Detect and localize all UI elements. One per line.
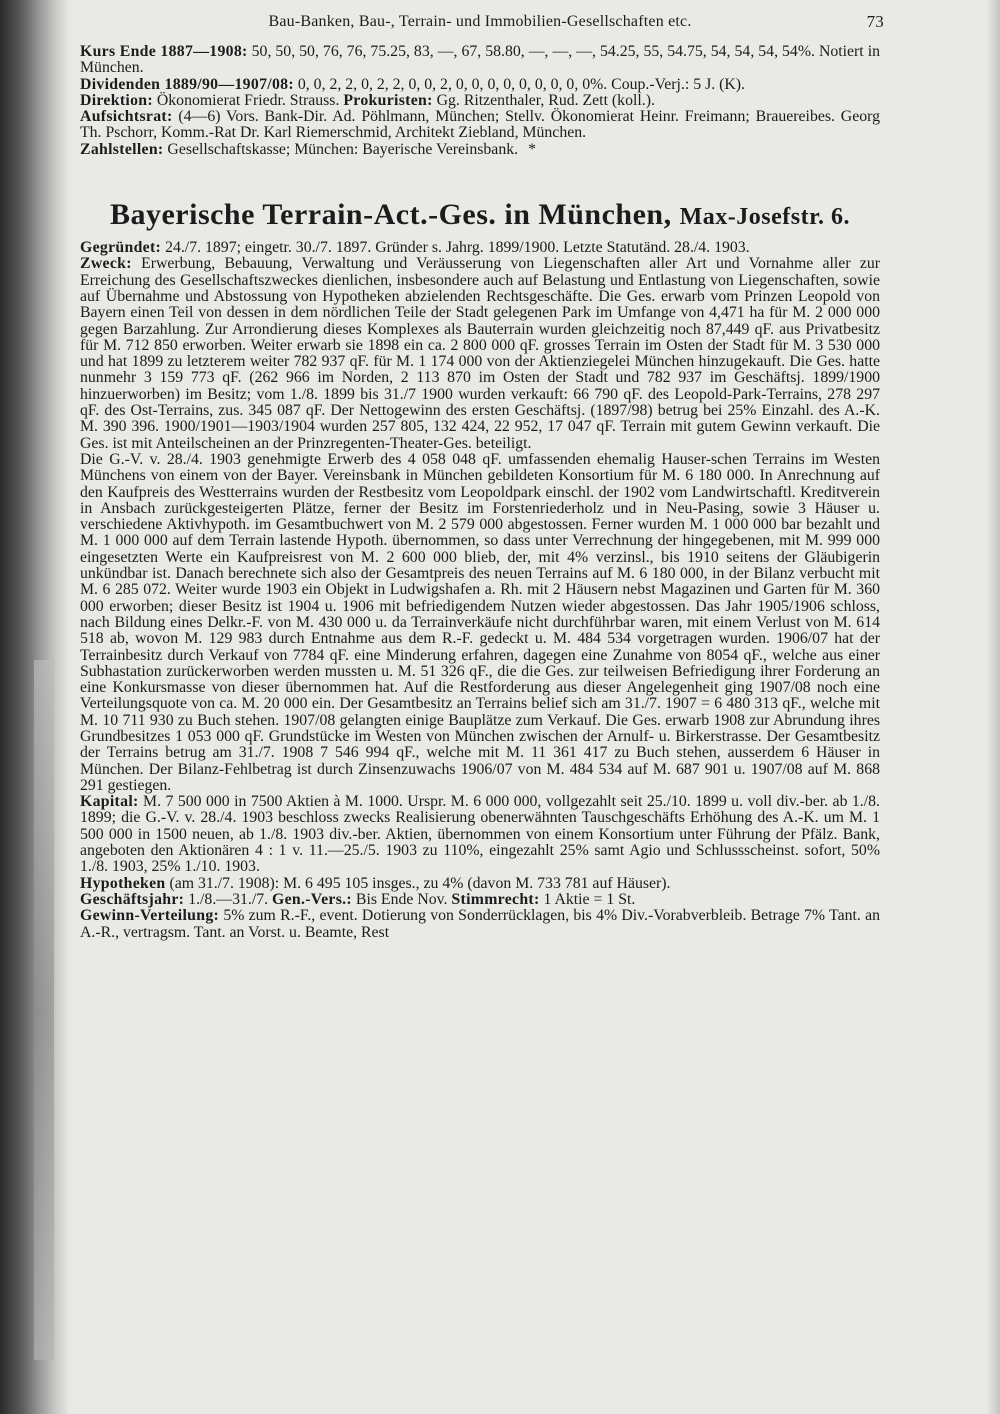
genvers-text: Bis Ende Nov. xyxy=(355,890,448,908)
gegruendet-paragraph xyxy=(80,240,880,256)
aufsichtsrat-paragraph xyxy=(80,109,880,142)
kurs-label: Kurs Ende 1887—1908: xyxy=(80,43,248,60)
page-number: 73 xyxy=(866,12,884,31)
zweck-label: Zweck: xyxy=(80,255,132,273)
stimmrecht-text: 1 Aktie = 1 St. xyxy=(543,890,636,908)
direktion-paragraph xyxy=(80,93,880,109)
history-paragraph xyxy=(80,452,880,794)
kurs-paragraph xyxy=(80,44,880,77)
hypotheken-paragraph xyxy=(80,876,880,892)
entry-end-star: * xyxy=(528,140,536,158)
dividenden-paragraph xyxy=(80,77,880,93)
gewinn-paragraph xyxy=(80,908,880,941)
company-address: Max-Josefstr. 6. xyxy=(679,204,851,231)
document-page xyxy=(80,12,884,941)
geschaeftsjahr-paragraph xyxy=(80,892,880,908)
direktion-text: Ökonomierat Friedr. Strauss. xyxy=(156,91,340,109)
gegruendet-text: 24./7. 1897; eingetr. 30./7. 1897. Gründer s. Jahrg. 1899/1900. Letzte Statutänd. 28./4. 1903. xyxy=(165,239,750,257)
zahlstellen-text: Gesellschaftskasse; München: Bayerische Vereinsbank. xyxy=(167,140,519,158)
zweck-text: Erwerbung, Bebauung, Verwaltung und Veräusserung von Liegenschaften aller Art und Vornahme aller zur Erreichung des Gesellschaftszweckes dienlichen, insbesondere auch auf Belastung und Entlastung von Liegenschaften, sowie auf Übernahme und Abstossung von Hypotheken abzielenden Rechtsgeschäfte. Die Ges. erwarb vom Prinzen Leopold von Bayern einen Teil von dessen in dem nördlichen Teile der Stadt gelegenen Park im Umfange von 4,471 ha für M. 2 000 000 gegen Barzahlung. Zur Arrondierung dieses Komplexes als Bauterrain wurden gleichzeitig noch 87,449 qF. aus Privatbesitz für M. 712 850 erworben. Weiter erwarb sie 1898 ein ca. 2 800 000 qF. grosses Terrain im Osten der Stadt für M. 3 530 000 und hat 1899 zu letzterem weiter 782 937 qF. für M. 1 174 000 von der Aktienziegelei München hinzugekauft. Die Ges. hatte nunmehr 3 159 773 qF. (262 966 im Norden, 2 113 870 im Osten der Stadt und 782 937 im Geschäftsj. 1899/1900 hinzuerworben) im Besitz; vom 1./8. 1899 bis 31./7 1900 wurden verkauft: 66 790 qF. des Leopold-Park-Terrains, 278 297 qF. des Ost-Terrains, zus. 345 087 qF. Der Nettogewinn des ersten Geschäftsj. (1897/98) betrug bei 25% Einzahl. des A.-K. M. 390 396. 1900/1901—1903/1904 wurden 257 805, 132 424, 22 952, 17 047 qF. Terrain mit gutem Gewinn verkauft. Die Ges. ist mit Anteilscheinen an der Prinzregenten-Theater-Ges. beteiligt. xyxy=(80,255,881,452)
hypotheken-text: (am 31./7. 1908): M. 6 495 105 insges., zu 4% (davon M. 733 781 auf Häuser). xyxy=(169,874,671,892)
prokuristen-label: Prokuristen: xyxy=(343,91,433,109)
aufsichtsrat-text: (4—6) Vors. Bank-Dir. Ad. Pöhlmann, München; Stellv. Ökonomierat Heinr. Freimann; Brauereibes. Georg Th. Pschorr, Komm.-Rat Dr. Karl Riemerschmid, Architekt Ziebland, München. xyxy=(80,108,880,142)
gewinn-label: Gewinn-Verteilung: xyxy=(80,907,220,925)
geschaeftsjahr-text: 1./8.—31./7. xyxy=(188,890,269,908)
geschaeftsjahr-label: Geschäftsjahr: xyxy=(80,890,185,908)
zweck-paragraph xyxy=(80,256,880,452)
running-title: Bau-Banken, Bau-, Terrain- und Immobilien-Gesellschaften etc. xyxy=(268,13,692,30)
gegruendet-label: Gegründet: xyxy=(80,239,162,257)
running-header xyxy=(80,12,884,44)
main-entry xyxy=(80,240,880,941)
entry-title xyxy=(80,198,880,234)
kapital-label: Kapital: xyxy=(80,793,139,811)
kapital-paragraph xyxy=(80,794,880,875)
kurs-text: 50, 50, 50, 76, 76, 75.25, 83, —, 67, 58.80, —, —, —, 54.25, 55, 54.75, 54, 54, 54, 54%. Notiert in München. xyxy=(80,43,880,77)
scan-gutter-right xyxy=(986,0,1000,1414)
history-text: Die G.-V. v. 28./4. 1903 genehmigte Erwerb des 4 058 048 qF. umfassenden ehemalig Hauser-schen Terrains im Westen Münchens von einem von der Bayer. Vereinsbank in München gebildeten Konsortium für M. 6 180 000. In Anrechnung auf den Kaufpreis des Westterrains wurden der Restbesitz vom Leopoldpark einschl. der 1902 vom Landwirtschaftl. Kreditverein in Ansbach zurückgesteigerten Plätze, ferner der Besitz im Forstenriederholz und in Neu-Pasing, sowie 3 Häuser u. verschiedene Aktivhypoth. im Gesamtbuchwert von M. 2 579 000 abgestossen. Ferner wurden M. 1 000 000 bar bezahlt und M. 1 000 000 auf dem Terrain lastende Hypoth. übernommen, so dass unter Verrechnung der hingegebenen, mit M. 999 000 eingesetzten Werte ein Kaufpreisrest von M. 2 600 000 blieb, der, mit 4% verzinsl., bis 1910 seitens der Gläubigerin unkündbar ist. Danach berechnete sich also der Gesamtpreis des neuen Terrains auf M. 6 180 000, in der Bilanz verbucht mit M. 6 285 072. Weiter wurde 1903 ein Objekt in Ludwigshafen a. Rh. mit 2 Häusern nebst Magazinen und Garten für M. 360 000 erworben; dieser Besitz ist 1904 u. 1906 mit befriedigendem Nutzen wieder abgestossen. Das Jahr 1905/1906 schloss, nach Bildung eines Delkr.-F. von M. 430 000 u. da Terrainverkäufe nicht durchführbar waren, mit einem Verlust von M. 614 518 ab, wovon M. 129 983 durch Entnahme aus dem R.-F. gedeckt u. M. 484 534 vorgetragen wurden. 1906/07 hat der Terrainbesitz durch Verkauf von 7784 qF. eine Minderung erfahren, dagegen eine Zunahme von 8054 qF., welche aus einer Subhastation zurückerworben werden mussten u. M. 51 326 qF., die die Ges. zur teilweisen Befriedigung ihrer Forderung an eine Konkursmasse von dieser übernommen hat. Auf die Restforderung aus dieser Angelegenheit ging 1907/08 noch eine Verteilungsquote von ca. M. 20 000 ein. Der Gesamtbesitz an Terrains belief sich am 31./7. 1907 = 6 480 313 qF., welche mit M. 10 711 930 zu Buch stehen. 1907/08 gelangten einige Bauplätze zum Verkauf. Die Ges. erwarb 1908 zur Abrundung ihres Grundbesitzes 1 053 000 qF. Grundstücke im Westen von München zwischen der Arnulf- u. Birkerstrasse. Der Gesamtbesitz der Terrains betrug am 31./7. 1908 7 546 994 qF., welche mit M. 11 361 417 zu Buch stehen, ausserdem 6 Häuser in München. Der Bilanz-Fehlbetrag ist durch Zinsenzuwachs 1906/07 von M. 484 534 auf M. 687 901 u. 1907/08 auf M. 868 291 gestiegen. xyxy=(80,450,880,794)
hypotheken-label: Hypotheken xyxy=(80,874,166,892)
genvers-label: Gen.-Vers.: xyxy=(272,890,352,908)
stimmrecht-label: Stimmrecht: xyxy=(451,890,540,908)
prokuristen-text: Gg. Ritzenthaler, Rud. Zett (koll.). xyxy=(436,91,655,109)
dividenden-text: 0, 0, 2, 2, 0, 2, 2, 0, 0, 2, 0, 0, 0, 0, 0, 0, 0, 0, 0%. Coup.-Verj.: 5 J. (K). xyxy=(297,75,745,93)
direktion-label: Direktion: xyxy=(80,91,153,109)
previous-entry xyxy=(80,44,880,158)
scan-gutter-strip xyxy=(34,660,54,1360)
zahlstellen-label: Zahlstellen: xyxy=(80,140,164,158)
kapital-text: M. 7 500 000 in 7500 Aktien à M. 1000. Urspr. M. 6 000 000, vollgezahlt seit 25./10. 1899 u. voll div.-ber. ab 1./8. 1899; die G.-V. v. 28./4. 1903 beschloss zwecks Realisierung obenerwähnten Tauschgeschäfts Erhöhung des A.-K. um M. 1 500 000 in 1500 neuen, ab 1./8. 1903 div.-ber. Aktien, übernommen von einem Konsortium unter Führung der Pfälz. Bank, angeboten den Aktionären 4 : 1 v. 11.—25./5. 1903 zu 110%, eingezahlt 25% samt Agio und Schlussscheinst. sofort, 50% 1./8. 1903, 25% 1./10. 1903. xyxy=(80,793,880,876)
aufsichtsrat-label: Aufsichtsrat: xyxy=(80,108,173,126)
zahlstellen-paragraph xyxy=(80,142,880,158)
dividenden-label: Dividenden 1889/90—1907/08: xyxy=(80,75,294,93)
gewinn-text: 5% zum R.-F., event. Dotierung von Sonderrücklagen, bis 4% Div.-Vorabverbleib. Betrage 7% Tant. an A.-R., vertragsm. Tant. an Vorst. u. Beamte, Rest xyxy=(80,907,880,941)
company-name: Bayerische Terrain-Act.-Ges. in München, xyxy=(109,198,672,232)
